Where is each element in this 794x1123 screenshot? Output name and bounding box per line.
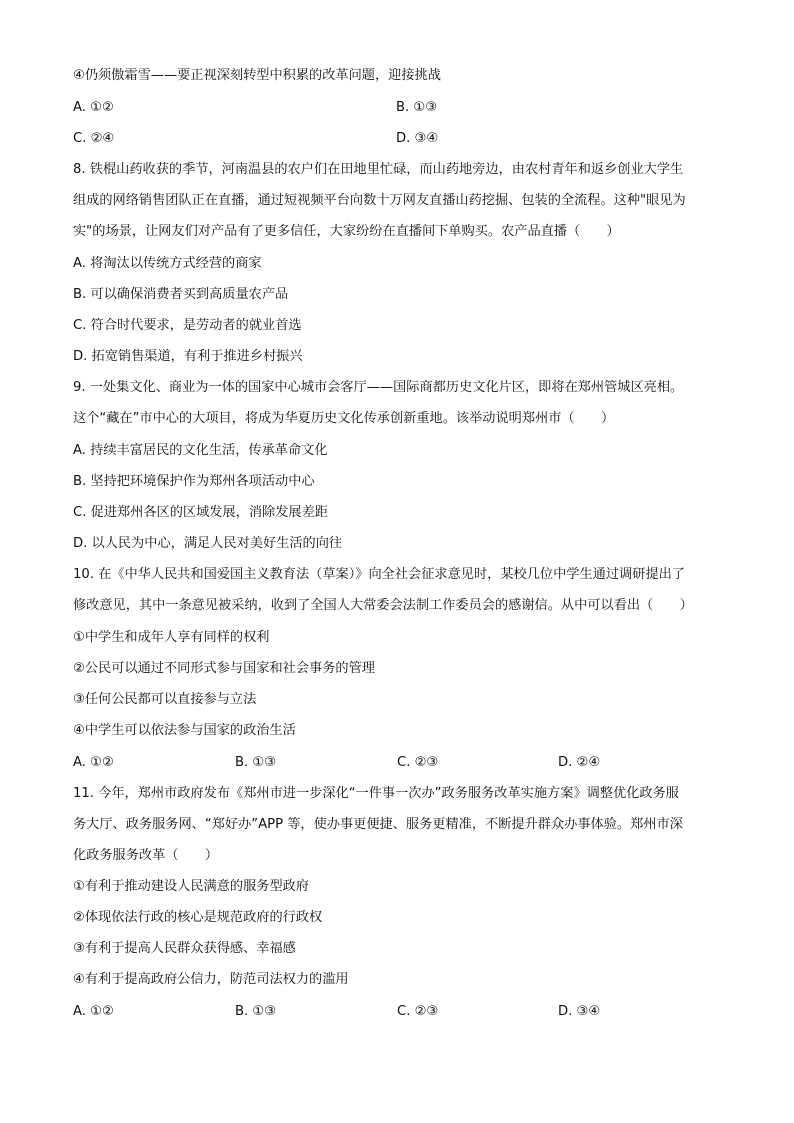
q10-stem-line-1: 10. 在《中华人民共和国爱国主义教育法（草案）》向全社会征求意见时，某校几位中学生通过调研提出了 (73, 567, 685, 582)
q9-stem-line-2: 这个“藏在”市中心的大项目，将成为华夏历史文化传承创新重地。该举动说明郑州市（ ） (73, 411, 615, 426)
q11-option-b: B. ①③ (235, 1004, 277, 1019)
q10-stem-line-2: 修改意见，其中一条意见被采纳，收到了全国人大常委会法制工作委员会的感谢信。从中可以看出（ ） (73, 598, 693, 613)
q11-stem-line-1: 11. 今年，郑州市政府发布《郑州市进一步深化“一件事一次办”政务服务改革实施方案》调整优化政务服 (73, 786, 679, 801)
q11-item-1: ①有利于推动建设人民满意的服务型政府 (73, 879, 310, 894)
q9-option-c: C. 促进郑州各区的区域发展，消除发展差距 (73, 505, 328, 520)
q10-item-2: ②公民可以通过不同形式参与国家和社会事务的管理 (73, 661, 375, 676)
q9-option-b: B. 坚持把环境保护作为郑州各项活动中心 (73, 474, 315, 489)
q11-stem-line-3: 化政务服务改革（ ） (73, 848, 219, 863)
q10-item-1: ①中学生和成年人享有同样的权利 (73, 630, 270, 645)
q10-option-b: B. ①③ (235, 755, 277, 770)
q10-option-d: D. ②④ (558, 755, 601, 770)
q10-item-3: ③任何公民都可以直接参与立法 (73, 692, 257, 707)
q10-option-c: C. ②③ (397, 755, 439, 770)
q7-item-4: ④仍须傲霜雪——要正视深刻转型中积累的改革问题，迎接挑战 (73, 68, 441, 83)
q11-option-c: C. ②③ (397, 1004, 439, 1019)
q8-stem-line-3: 实"的场景，让网友们对产品有了更多信任，大家纷纷在直播间下单购买。农产品直播（ ） (73, 224, 620, 239)
q9-stem-line-1: 9. 一处集文化、商业为一体的国家中心城市会客厅——国际商都历史文化片区，即将在郑州管城区亮相。 (73, 380, 684, 395)
q7-option-a: A. ①② (73, 100, 114, 115)
q9-option-a: A. 持续丰富居民的文化生活，传承革命文化 (73, 443, 328, 458)
q9-option-d: D. 以人民为中心，满足人民对美好生活的向往 (73, 536, 343, 551)
q11-stem-line-2: 务大厅、政务服务网、“郑好办”APP 等，使办事更便捷、服务更精准，不断提升群众办事体验。郑州市深 (73, 817, 683, 832)
q11-item-4: ④有利于提高政府公信力，防范司法权力的滥用 (73, 972, 349, 987)
q11-option-a: A. ①② (73, 1004, 114, 1019)
q7-option-d: D. ③④ (396, 131, 439, 146)
q11-option-d: D. ③④ (558, 1004, 601, 1019)
q8-option-c: C. 符合时代要求，是劳动者的就业首选 (73, 318, 302, 333)
q11-item-3: ③有利于提高人民群众获得感、幸福感 (73, 941, 296, 956)
q8-option-a: A. 将淘汰以传统方式经营的商家 (73, 256, 262, 271)
q8-stem-line-1: 8. 铁棍山药收获的季节，河南温县的农户们在田地里忙碌，而山药地旁边，由农村青年和返乡创业大学生 (73, 162, 684, 177)
q10-item-4: ④中学生可以依法参与国家的政治生活 (73, 723, 296, 738)
q8-option-b: B. 可以确保消费者买到高质量农产品 (73, 287, 289, 302)
q8-option-d: D. 拓宽销售渠道，有利于推进乡村振兴 (73, 349, 303, 364)
q8-stem-line-2: 组成的网络销售团队正在直播，通过短视频平台向数十万网友直播山药挖掘、包装的全流程。这种"眼见为 (73, 193, 686, 208)
q7-option-c: C. ②④ (73, 131, 115, 146)
q7-option-b: B. ①③ (396, 100, 438, 115)
q10-option-a: A. ①② (73, 755, 114, 770)
q11-item-2: ②体现依法行政的核心是规范政府的行政权 (73, 910, 323, 925)
